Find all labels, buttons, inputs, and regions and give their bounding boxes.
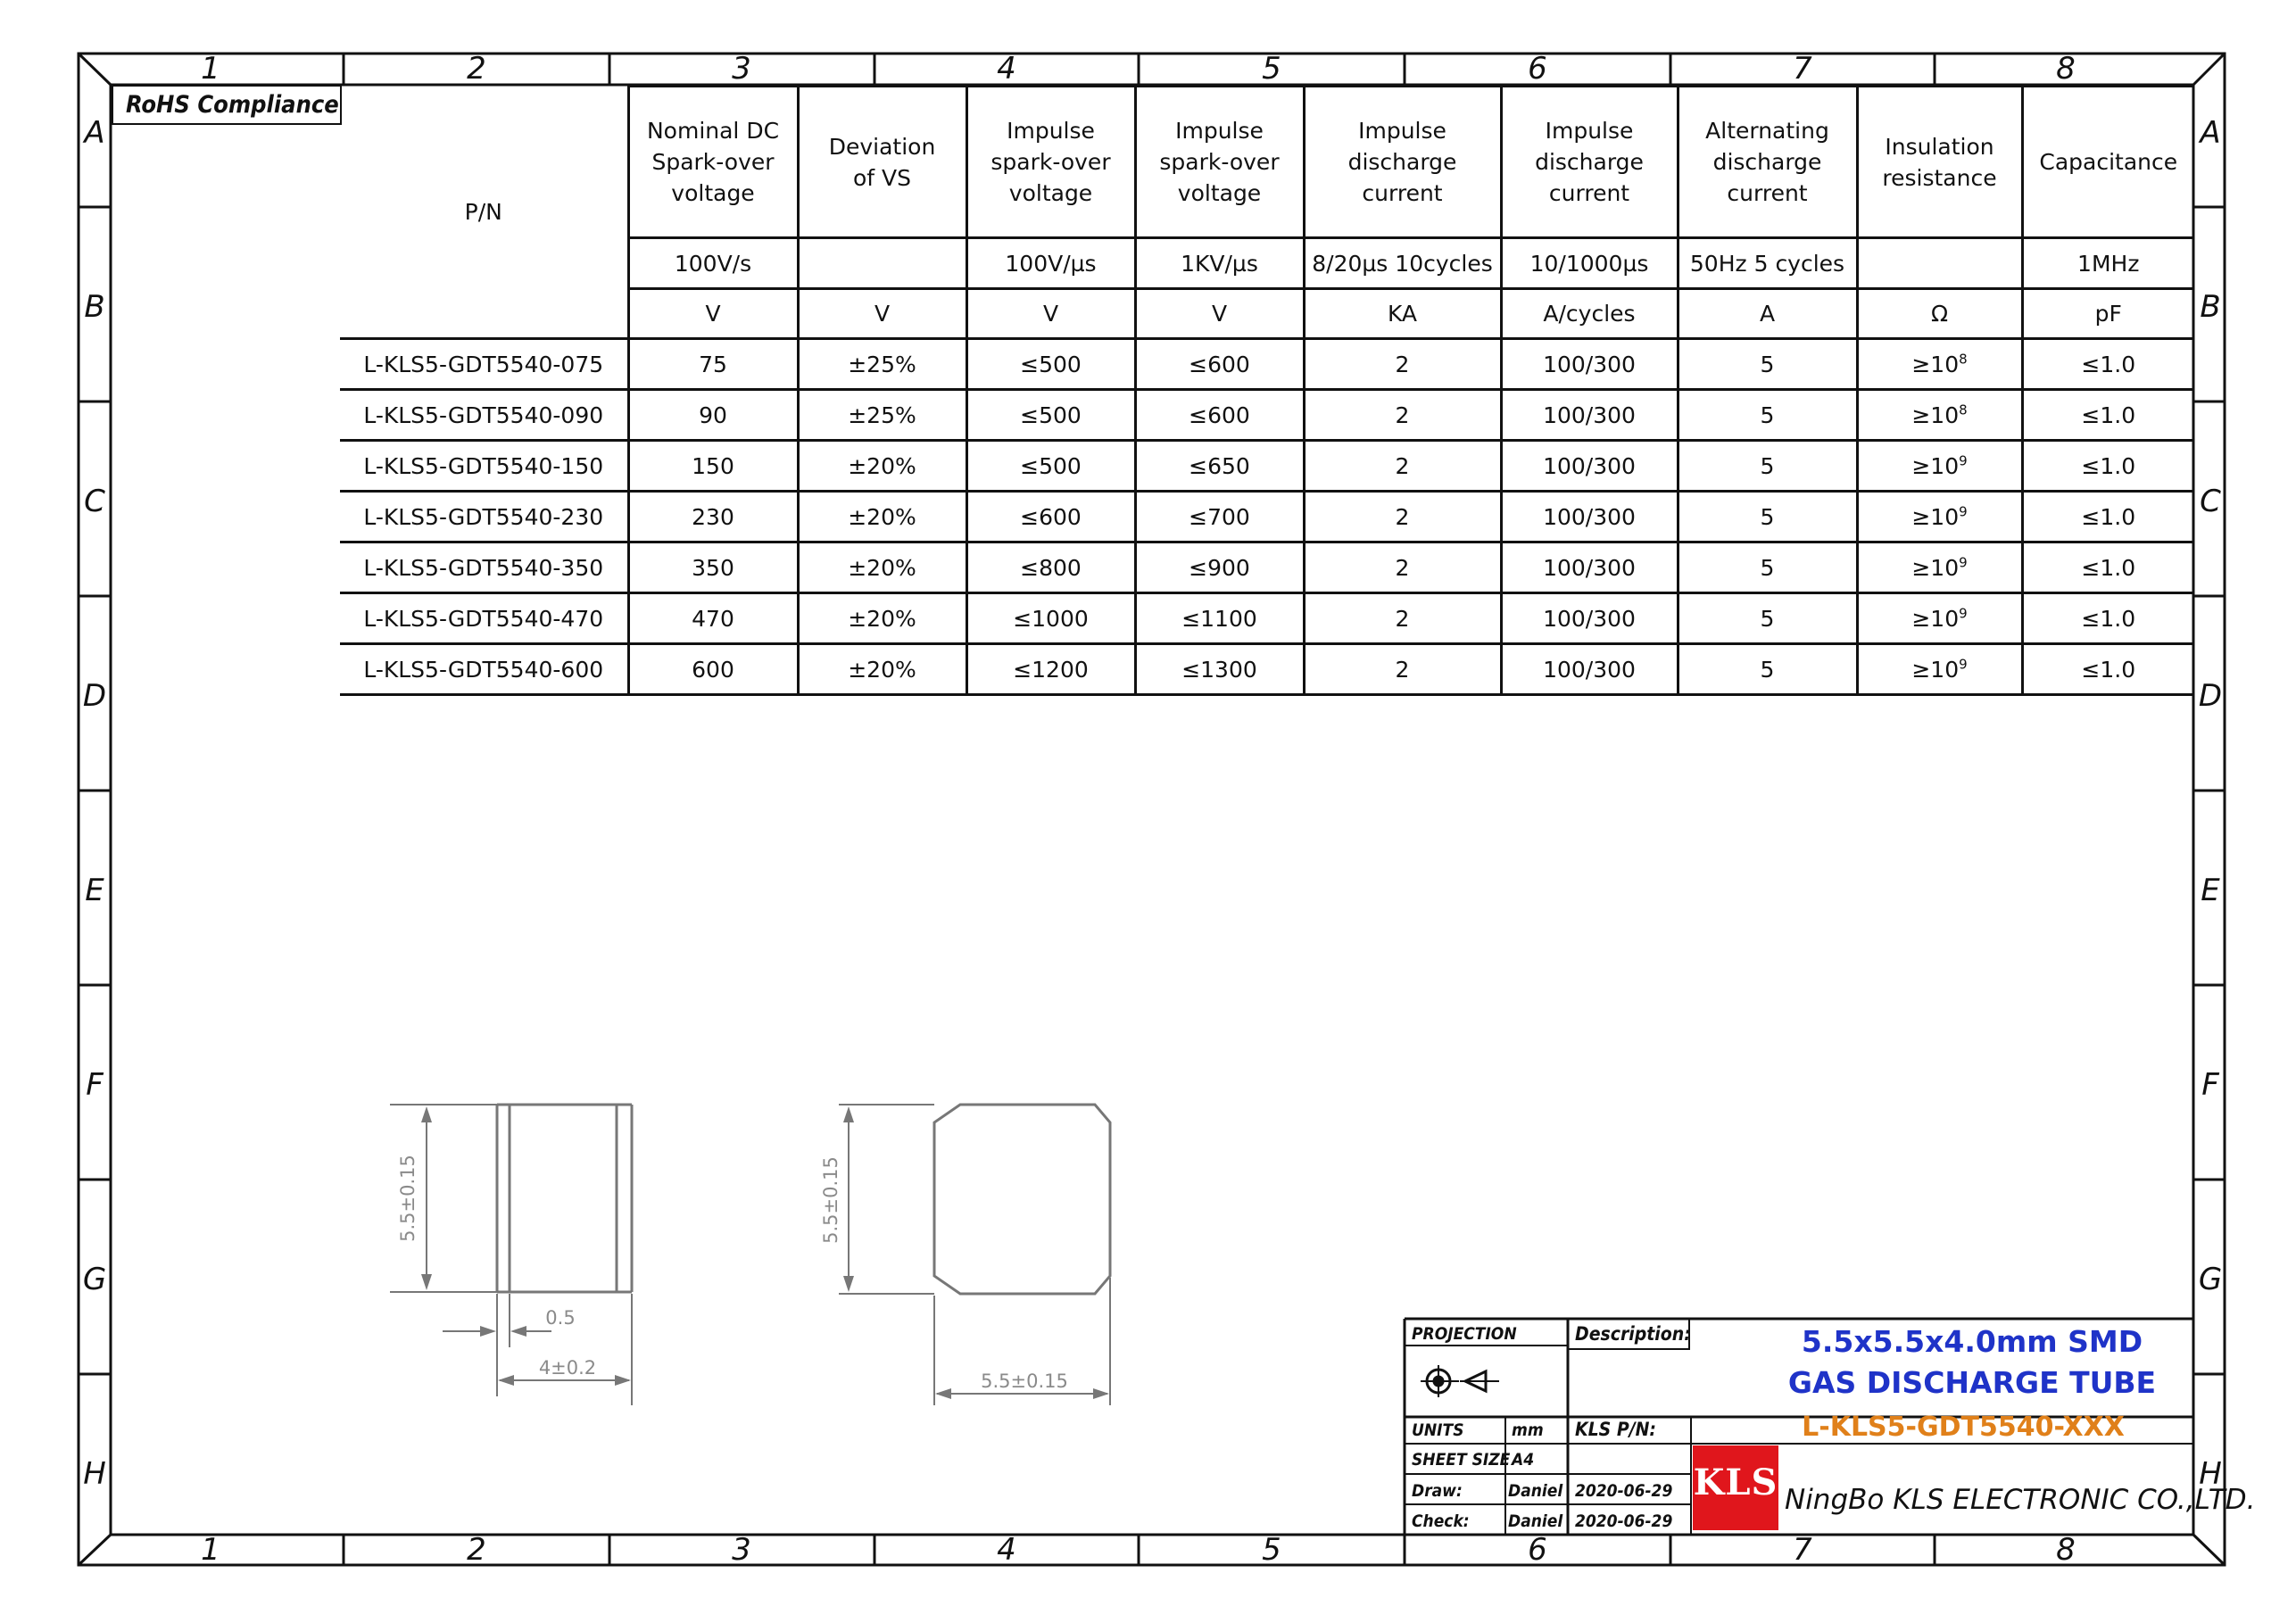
cell-dc: 350 bbox=[628, 542, 798, 593]
unit-cell: Ω bbox=[1857, 289, 2022, 339]
cell-ins: $\ge 10^9$ bbox=[1857, 492, 2022, 542]
kls-pn-value: L-KLS5-GDT5540-XXX bbox=[1802, 1412, 2125, 1443]
top-height-dim: 5.5±0.15 bbox=[820, 1156, 841, 1244]
cell-imp100: ≤500 bbox=[966, 339, 1135, 390]
cell-imp100: ≤500 bbox=[966, 441, 1135, 492]
cell-imp100: ≤800 bbox=[966, 542, 1135, 593]
zone-col-7-bottom: 7 bbox=[1793, 1532, 1812, 1568]
cell-ac: 5 bbox=[1678, 492, 1857, 542]
cell-ac: 5 bbox=[1678, 593, 1857, 644]
cell-dc: 150 bbox=[628, 441, 798, 492]
kls-logo bbox=[1693, 1445, 1778, 1530]
draw-name: Daniel bbox=[1508, 1481, 1563, 1501]
cell-ins: $\ge 10^9$ bbox=[1857, 542, 2022, 593]
rohs-compliance-label: RoHS Compliance bbox=[112, 85, 342, 125]
sheet-size-value: A4 bbox=[1512, 1450, 1535, 1470]
cell-ac: 5 bbox=[1678, 644, 1857, 695]
cell-pn: L-KLS5-GDT5540-075 bbox=[340, 339, 628, 390]
unit-cell: V bbox=[798, 289, 966, 339]
cell-dc: 600 bbox=[628, 644, 798, 695]
zone-row-h-right: H bbox=[2199, 1456, 2222, 1492]
check-label: Check: bbox=[1412, 1511, 1470, 1531]
zone-col-1-bottom: 1 bbox=[201, 1532, 220, 1568]
zone-col-2-bottom: 2 bbox=[467, 1532, 486, 1568]
cell-dev: ±20% bbox=[798, 593, 966, 644]
unit-cell: V bbox=[628, 289, 798, 339]
cell-idc2: 100/300 bbox=[1501, 339, 1678, 390]
cell-pn: L-KLS5-GDT5540-090 bbox=[340, 390, 628, 441]
cell-dev: ±20% bbox=[798, 492, 966, 542]
zone-row-e-right: E bbox=[2201, 873, 2220, 908]
cell-imp100: ≤600 bbox=[966, 492, 1135, 542]
cell-ins: $\ge 10^9$ bbox=[1857, 644, 2022, 695]
zone-col-8-bottom: 8 bbox=[2056, 1532, 2076, 1568]
cell-imp1k: ≤650 bbox=[1135, 441, 1304, 492]
condition-cell: 100V/µs bbox=[966, 238, 1135, 289]
zone-col-8-top: 8 bbox=[2056, 51, 2076, 87]
cell-imp1k: ≤1300 bbox=[1135, 644, 1304, 695]
zone-row-b-left: B bbox=[84, 289, 105, 325]
title-line-1: 5.5x5.5x4.0mm SMD bbox=[1801, 1324, 2143, 1359]
zone-row-e-left: E bbox=[85, 873, 104, 908]
zone-col-3-bottom: 3 bbox=[732, 1532, 751, 1568]
cell-dc: 470 bbox=[628, 593, 798, 644]
zone-col-5-bottom: 5 bbox=[1262, 1532, 1281, 1568]
cell-imp100: ≤500 bbox=[966, 390, 1135, 441]
cell-idc2: 100/300 bbox=[1501, 593, 1678, 644]
sheet-size-label: SHEET SIZE bbox=[1412, 1450, 1511, 1470]
zone-row-g-right: G bbox=[2198, 1262, 2223, 1297]
condition-cell: 8/20µs 10cycles bbox=[1304, 238, 1501, 289]
cell-imp1k: ≤1100 bbox=[1135, 593, 1304, 644]
header-capacitance: Capacitance bbox=[2022, 87, 2193, 238]
cell-cap: ≤1.0 bbox=[2022, 441, 2193, 492]
cell-ac: 5 bbox=[1678, 390, 1857, 441]
cell-dev: ±25% bbox=[798, 339, 966, 390]
side-width-dim: 4±0.2 bbox=[538, 1357, 597, 1379]
projection-label: PROJECTION bbox=[1412, 1324, 1517, 1344]
check-name: Daniel bbox=[1508, 1511, 1563, 1531]
cell-idc2: 100/300 bbox=[1501, 492, 1678, 542]
header-nominal-dc: Nominal DC Spark-over voltage bbox=[628, 87, 798, 238]
cell-imp100: ≤1000 bbox=[966, 593, 1135, 644]
cell-idc: 2 bbox=[1304, 644, 1501, 695]
cell-idc: 2 bbox=[1304, 441, 1501, 492]
condition-cell: 10/1000µs bbox=[1501, 238, 1678, 289]
units-label: UNITS bbox=[1412, 1420, 1464, 1440]
cell-cap: ≤1.0 bbox=[2022, 492, 2193, 542]
cell-imp1k: ≤900 bbox=[1135, 542, 1304, 593]
top-width-dim: 5.5±0.15 bbox=[981, 1370, 1068, 1392]
cell-pn: L-KLS5-GDT5540-470 bbox=[340, 593, 628, 644]
zone-col-7-top: 7 bbox=[1793, 51, 1812, 87]
cell-imp1k: ≤600 bbox=[1135, 390, 1304, 441]
check-date: 2020-06-29 bbox=[1575, 1511, 1673, 1531]
condition-cell: 50Hz 5 cycles bbox=[1678, 238, 1857, 289]
condition-cell: 1MHz bbox=[2022, 238, 2193, 289]
kls-logo-text: KLS bbox=[1693, 1462, 1778, 1503]
kls-pn-label: KLS P/N: bbox=[1575, 1419, 1656, 1440]
unit-cell: A bbox=[1678, 289, 1857, 339]
cell-imp100: ≤1200 bbox=[966, 644, 1135, 695]
cell-ac: 5 bbox=[1678, 339, 1857, 390]
cell-idc2: 100/300 bbox=[1501, 390, 1678, 441]
cell-idc: 2 bbox=[1304, 390, 1501, 441]
pn-header: P/N bbox=[340, 87, 628, 339]
zone-col-2-top: 2 bbox=[467, 51, 486, 87]
cell-pn: L-KLS5-GDT5540-600 bbox=[340, 644, 628, 695]
zone-row-g-left: G bbox=[82, 1262, 107, 1297]
zone-col-3-top: 3 bbox=[732, 51, 751, 87]
cell-idc2: 100/300 bbox=[1501, 644, 1678, 695]
cell-idc2: 100/300 bbox=[1501, 441, 1678, 492]
unit-cell: KA bbox=[1304, 289, 1501, 339]
cell-ac: 5 bbox=[1678, 542, 1857, 593]
zone-col-6-top: 6 bbox=[1528, 51, 1547, 87]
zone-col-1-top: 1 bbox=[201, 51, 220, 87]
header-impulse-sparkover-100: Impulse spark-over voltage bbox=[966, 87, 1135, 238]
header-impulse-discharge-10-1000: Impulse discharge current bbox=[1501, 87, 1678, 238]
zone-row-b-right: B bbox=[2200, 289, 2221, 325]
cell-pn: L-KLS5-GDT5540-350 bbox=[340, 542, 628, 593]
cell-idc2: 100/300 bbox=[1501, 542, 1678, 593]
cell-cap: ≤1.0 bbox=[2022, 644, 2193, 695]
cell-cap: ≤1.0 bbox=[2022, 542, 2193, 593]
cell-cap: ≤1.0 bbox=[2022, 339, 2193, 390]
zone-col-6-bottom: 6 bbox=[1528, 1532, 1547, 1568]
zone-row-h-left: H bbox=[83, 1456, 106, 1492]
zone-col-4-bottom: 4 bbox=[997, 1532, 1016, 1568]
zone-row-d-left: D bbox=[82, 678, 107, 714]
cell-idc: 2 bbox=[1304, 542, 1501, 593]
cell-ins: $\ge 10^8$ bbox=[1857, 390, 2022, 441]
zone-row-d-right: D bbox=[2198, 678, 2223, 714]
cell-dev: ±25% bbox=[798, 390, 966, 441]
company-name: NingBo KLS ELECTRONIC CO.,LTD. bbox=[1785, 1484, 2256, 1516]
projection-symbol-icon bbox=[1421, 1365, 1499, 1397]
draw-label: Draw: bbox=[1412, 1481, 1463, 1501]
zone-row-a-right: A bbox=[2200, 115, 2221, 151]
zone-row-f-left: F bbox=[86, 1067, 104, 1103]
condition-cell: 100V/s bbox=[628, 238, 798, 289]
cell-ins: $\ge 10^9$ bbox=[1857, 593, 2022, 644]
header-insulation-resistance: Insulation resistance bbox=[1857, 87, 2022, 238]
cell-dev: ±20% bbox=[798, 441, 966, 492]
draw-date: 2020-06-29 bbox=[1575, 1481, 1673, 1501]
cell-pn: L-KLS5-GDT5540-150 bbox=[340, 441, 628, 492]
unit-cell: pF bbox=[2022, 289, 2193, 339]
side-thickness-dim: 0.5 bbox=[545, 1307, 576, 1329]
cell-cap: ≤1.0 bbox=[2022, 593, 2193, 644]
zone-row-c-left: C bbox=[84, 484, 105, 519]
title-line-2: GAS DISCHARGE TUBE bbox=[1787, 1365, 2157, 1400]
cell-idc: 2 bbox=[1304, 339, 1501, 390]
zone-row-c-right: C bbox=[2200, 484, 2221, 519]
cell-pn: L-KLS5-GDT5540-230 bbox=[340, 492, 628, 542]
header-deviation: Deviation of VS bbox=[798, 87, 966, 238]
cell-dc: 90 bbox=[628, 390, 798, 441]
cell-cap: ≤1.0 bbox=[2022, 390, 2193, 441]
cell-ac: 5 bbox=[1678, 441, 1857, 492]
top-view bbox=[839, 1105, 1110, 1405]
zone-row-a-left: A bbox=[84, 115, 105, 151]
side-height-dim: 5.5±0.15 bbox=[397, 1155, 419, 1242]
cell-ins: $\ge 10^9$ bbox=[1857, 441, 2022, 492]
cell-dc: 75 bbox=[628, 339, 798, 390]
zone-col-5-top: 5 bbox=[1262, 51, 1281, 87]
cell-imp1k: ≤700 bbox=[1135, 492, 1304, 542]
condition-cell: 1KV/µs bbox=[1135, 238, 1304, 289]
header-impulse-discharge-8-20: Impulse discharge current bbox=[1304, 87, 1501, 238]
cell-dev: ±20% bbox=[798, 542, 966, 593]
description-label: Description: bbox=[1575, 1323, 1691, 1345]
cell-idc: 2 bbox=[1304, 492, 1501, 542]
header-impulse-sparkover-1k: Impulse spark-over voltage bbox=[1135, 87, 1304, 238]
unit-cell: V bbox=[1135, 289, 1304, 339]
cell-dc: 230 bbox=[628, 492, 798, 542]
cell-imp1k: ≤600 bbox=[1135, 339, 1304, 390]
unit-cell: V bbox=[966, 289, 1135, 339]
zone-col-4-top: 4 bbox=[997, 51, 1016, 87]
header-alternating-discharge: Alternating discharge current bbox=[1678, 87, 1857, 238]
cell-dev: ±20% bbox=[798, 644, 966, 695]
units-value: mm bbox=[1512, 1420, 1544, 1440]
cell-idc: 2 bbox=[1304, 593, 1501, 644]
zone-row-f-right: F bbox=[2201, 1067, 2219, 1103]
unit-cell: A/cycles bbox=[1501, 289, 1678, 339]
cell-ins: $\ge 10^8$ bbox=[1857, 339, 2022, 390]
